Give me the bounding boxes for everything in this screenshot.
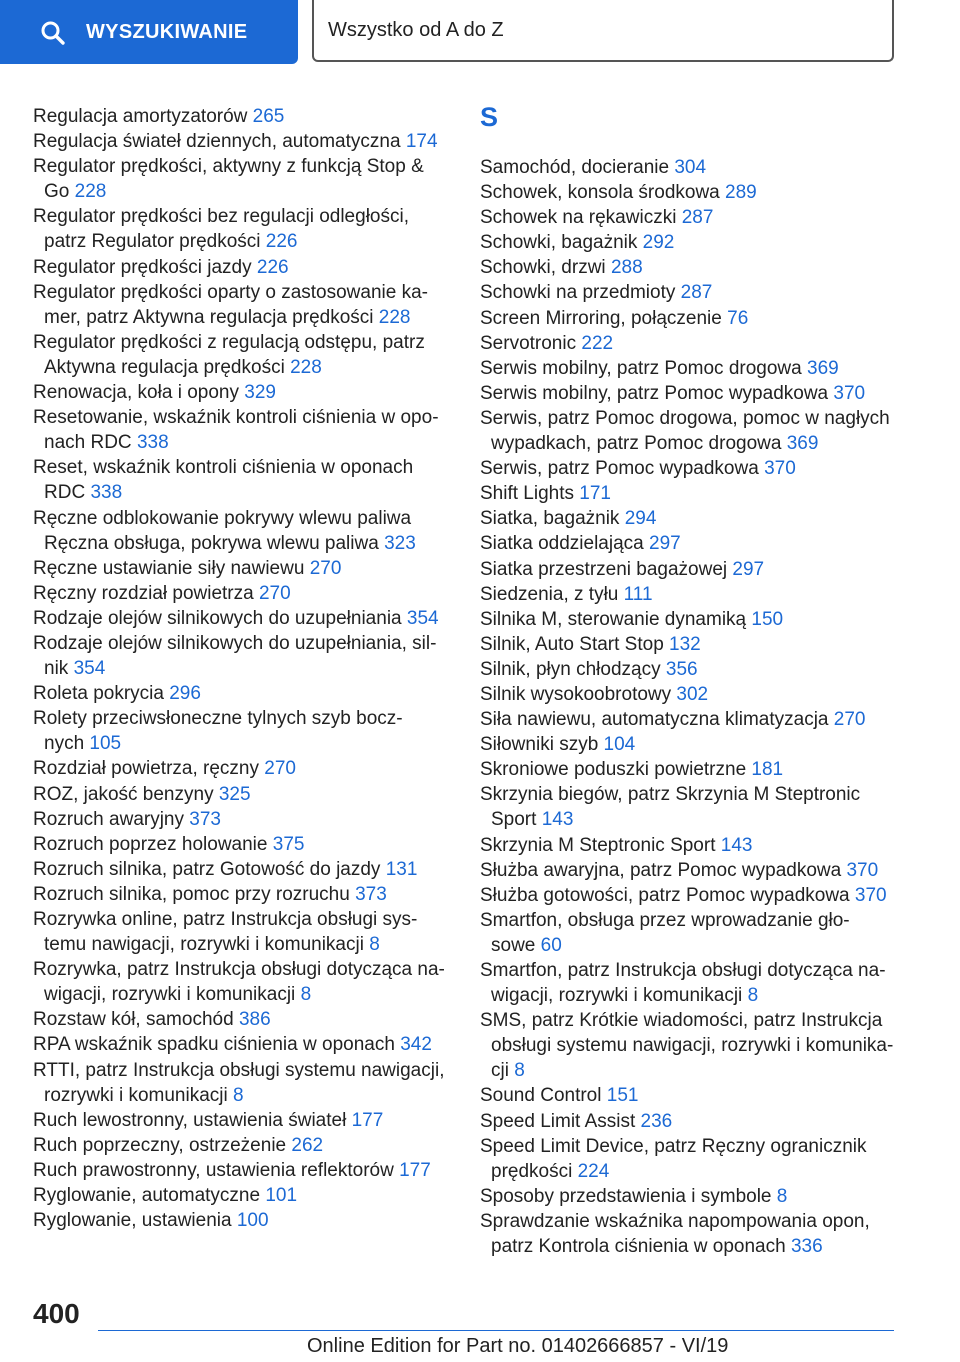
index-entry [480,456,910,481]
search-button-label: WYSZUKIWANIE [86,21,248,43]
index-entry-text: wigacji, rozrywki i komunikacji [491,985,743,1007]
page-reference-link[interactable]: 287 [681,207,714,229]
index-entry [33,1158,453,1183]
index-entry [480,908,910,958]
page-reference-link[interactable]: 177 [399,1159,431,1181]
index-entry-text: Ręczna obsługa, pokrywa wlewu paliwa [44,532,379,554]
index-entry [33,104,453,129]
page-reference-link[interactable]: 222 [581,332,614,354]
page-reference-link[interactable]: 342 [400,1034,432,1056]
index-entry [480,682,910,707]
index-entry [33,455,453,505]
index-entry [33,782,453,807]
index-entry [480,1109,910,1134]
index-entry-text: Służba awaryjna, patrz Pomoc wypadkowa [480,859,842,881]
index-entry [480,155,910,180]
index-entry-text: Sprawdzanie wskaźnika napompowania opon, [480,1210,870,1232]
index-entry [33,1208,453,1233]
index-entry-text: Rozruch silnika, patrz Gotowość do jazdy [33,858,381,880]
page-reference-link[interactable]: 336 [790,1236,823,1258]
page-reference-link[interactable]: 228 [74,181,107,203]
index-entry [480,1209,910,1259]
page-reference-link[interactable]: 226 [265,231,298,253]
index-entry-text: Go [44,181,70,203]
index-entry-text: Samochód, docieranie [480,157,670,178]
search-icon [40,20,66,46]
page-reference-link[interactable]: 101 [265,1185,298,1207]
page-reference-link[interactable]: 356 [665,658,698,680]
index-entry [480,306,910,331]
index-entry [33,606,453,631]
search-button[interactable] [0,0,298,64]
index-entry-text: RTTI, patrz Instrukcja obsługi systemu nawigacji, [33,1059,445,1081]
page-reference-link[interactable]: 8 [776,1185,788,1207]
index-entry-text: Schowki na przedmioty [480,282,676,304]
index-column-right [480,104,910,1259]
index-entry-text: Siatka oddzielająca [480,533,644,555]
index-entry-text: Ręczny rozdział powietrza [33,582,254,604]
index-entry [480,883,910,908]
index-entry [480,1184,910,1209]
index-entry-text: Regulator prędkości z regulacją odstępu, patrz [33,331,425,353]
page-reference-link[interactable]: 226 [256,256,289,278]
index-entry-text: Regulator prędkości bez regulacji odległości, [33,206,409,228]
index-entry-text: wigacji, rozrywki i komunikacji [44,984,296,1006]
index-entry-text: Regulator prędkości, aktywny z funkcją Stop & [33,156,424,178]
index-entry [480,757,910,782]
page-reference-link[interactable]: 370 [764,458,796,480]
page-reference-link[interactable]: 228 [290,356,322,378]
page-reference-link[interactable]: 287 [680,282,713,304]
index-entry [480,481,910,506]
page-reference-link[interactable]: 386 [238,1009,271,1031]
index-entry-text: rozrywki i komunikacji [44,1084,228,1106]
index-entry [33,1133,453,1158]
index-entry [480,381,910,406]
index-entry [33,129,453,154]
page-reference-link[interactable]: 373 [189,808,221,830]
index-entry-text: Serwis mobilny, patrz Pomoc drogowa [480,357,802,379]
index-entry-text: Skrzynia M Steptronic Sport [480,834,716,856]
index-entry-text: Ruch poprzeczny, ostrzeżenie [33,1134,287,1156]
index-entry-text: Rozruch awaryjny [33,808,184,830]
index-entry-text: Reset, wskaźnik kontroli ciśnienia w oponach [33,457,414,479]
index-entry-text: Skrzynia biegów, patrz Skrzynia M Steptronic [480,784,861,806]
page-reference-link[interactable]: 354 [73,658,106,680]
page-reference-link[interactable]: 143 [720,834,753,856]
index-entry-text: Regulator prędkości oparty o zastosowanie ka‐ [33,281,428,303]
page-reference-link[interactable]: 100 [236,1210,269,1232]
index-entry-text: Silnik wysokoobrotowy [480,683,672,705]
index-entry [480,506,910,531]
index-entry-text: Siła nawiewu, automatyczna klimatyzacja [480,709,829,731]
index-entry-text: prędkości [491,1160,573,1182]
page-reference-link[interactable]: 224 [577,1160,610,1182]
index-entry [480,1008,910,1083]
index-entry-text: nych [44,733,85,755]
index-entry-text: Sound Control [480,1085,602,1107]
index-entry [33,631,453,681]
index-entry [480,858,910,883]
page-reference-link[interactable]: 177 [351,1109,384,1131]
page-reference-link[interactable]: 292 [642,232,675,254]
page-reference-link[interactable]: 60 [540,934,562,956]
index-entry [480,1134,910,1184]
index-entry-text: Rolety przeciwsłoneczne tylnych szyb bocz‐ [33,708,403,730]
index-entry-text: Schowek na rękawiczki [480,207,677,229]
tab-a-to-z[interactable] [312,0,894,62]
page-reference-link[interactable]: 265 [252,106,285,127]
index-entry [480,782,910,832]
index-entry-text: nach RDC [44,432,132,454]
index-entry-text: temu nawigacji, rozrywki i komunikacji [44,934,364,956]
index-entry [480,280,910,305]
page-reference-link[interactable]: 297 [732,558,765,580]
index-entry [33,832,453,857]
index-entry-text: Speed Limit Device, patrz Ręczny ogranicznik [480,1135,867,1157]
page-reference-link[interactable]: 370 [833,382,866,404]
page-reference-link[interactable]: 370 [846,859,879,881]
index-entry-text: SMS, patrz Krótkie wiadomości, patrz Instrukcja [480,1010,883,1032]
page-number: 400 [33,1298,80,1329]
page-reference-link[interactable]: 325 [218,783,251,805]
page-reference-link[interactable]: 294 [624,508,657,530]
index-entry-text: Rozruch silnika, pomoc przy rozruchu [33,883,350,905]
page-reference-link[interactable]: 338 [136,432,169,454]
index-entry-text: Silnik, płyn chłodzący [480,658,661,680]
index-entry-text: Resetowanie, wskaźnik kontroli ciśnienia w opo‐ [33,407,439,429]
index-entry [33,556,453,581]
index-entry [480,582,910,607]
index-entry-text: Smartfon, obsługa przez wprowadzanie gło‐ [480,909,850,931]
index-entry [33,204,453,254]
index-entry [480,406,910,456]
index-entry [480,607,910,632]
page-reference-link[interactable]: 143 [541,809,574,831]
page-reference-link[interactable]: 131 [385,858,418,880]
page-reference-link[interactable]: 369 [807,357,839,379]
index-entry-text: Rozrywka, patrz Instrukcja obsługi dotycząca na‐ [33,959,445,981]
index-entry-text: nik [44,658,69,680]
index-entry [33,154,453,204]
index-entry-text: obsługi systemu nawigacji, rozrywki i komunika‐ [491,1035,894,1057]
index-entry [480,205,910,230]
index-entry-text: Sport [491,809,537,831]
page-reference-link[interactable]: 369 [786,433,819,455]
index-entry-text: Regulator prędkości jazdy [33,256,252,278]
index-entry-text: Serwis mobilny, patrz Pomoc wypadkowa [480,382,829,404]
page-reference-link[interactable]: 150 [751,608,784,630]
index-entry [480,356,910,381]
index-entry [480,180,910,205]
page-reference-link[interactable]: 174 [405,131,438,153]
index-entry-text: Silnika M, sterowanie dynamiką [480,608,747,630]
page-reference-link[interactable]: 8 [232,1084,244,1106]
index-entry [33,907,453,957]
index-entry [480,833,910,858]
page-reference-link[interactable]: 151 [606,1085,639,1107]
index-entry-text: Shift Lights [480,483,574,505]
index-entry [33,1032,453,1057]
index-entry-text: patrz Kontrola ciśnienia w oponach [491,1236,786,1258]
index-entry [480,230,910,255]
index-entry [33,506,453,556]
page-reference-link[interactable]: 132 [669,633,701,655]
page-reference-link[interactable]: 228 [378,306,411,328]
page-reference-link[interactable]: 304 [674,157,707,178]
index-entry [480,557,910,582]
index-entry-text: Roleta pokrycia [33,683,164,705]
page-reference-link[interactable]: 375 [272,833,305,855]
index-list-right [480,155,910,1259]
index-entry [33,280,453,330]
page-reference-link[interactable]: 302 [676,683,709,705]
index-entry [480,707,910,732]
index-entry-text: Ryglowanie, ustawienia [33,1210,232,1232]
index-entry-text: Servotronic [480,332,577,354]
index-entry-text: Speed Limit Assist [480,1110,636,1132]
edition-footer: Online Edition for Part no. 01402666857 - VI/19 [307,1335,729,1357]
index-entry-text: patrz Regulator prędkości [44,231,261,253]
page-reference-link[interactable]: 104 [603,734,636,756]
index-entry [33,681,453,706]
index-entry-text: Ruch lewostronny, ustawienia świateł [33,1109,347,1131]
index-entry [33,380,453,405]
index-entry [480,632,910,657]
index-entry [480,531,910,556]
index-entry-text: Rozdział powietrza, ręczny [33,758,259,780]
index-entry [480,331,910,356]
page-reference-link[interactable]: 8 [747,985,759,1007]
index-entry-text: RDC [44,482,86,504]
index-entry-text: sowe [491,934,536,956]
index-entry-text: Ryglowanie, automatyczne [33,1185,261,1207]
index-entry-text: Siedzenia, z tyłu [480,583,619,605]
index-entry-text: Służba gotowości, patrz Pomoc wypadkowa [480,884,850,906]
page-reference-link[interactable]: 270 [258,582,291,604]
index-entry-text: mer, patrz Aktywna regulacja prędkości [44,306,374,328]
footer-divider [98,1330,894,1331]
page-reference-link[interactable]: 370 [854,884,887,906]
index-entry [480,1083,910,1108]
page-reference-link[interactable]: 373 [355,883,387,905]
page-reference-link[interactable]: 329 [244,382,276,404]
index-entry [480,732,910,757]
index-entry-text: Serwis, patrz Pomoc wypadkowa [480,458,759,480]
section-letter: S [480,102,499,132]
index-entry-text: Screen Mirroring, połączenie [480,307,722,329]
index-entry-text: Ręczne ustawianie siły nawiewu [33,557,305,579]
index-entry-text: Rozruch poprzez holowanie [33,833,268,855]
index-entry-text: Ręczne odblokowanie pokrywy wlewu paliwa [33,507,412,529]
index-entry-text: Schowki, drzwi [480,257,606,279]
index-entry-text: Regulacja amortyzatorów [33,106,248,127]
page-reference-link[interactable]: 76 [727,307,749,329]
page-reference-link[interactable]: 297 [649,533,681,555]
page-reference-link[interactable]: 323 [384,532,416,554]
index-entry [480,255,910,280]
index-entry [33,330,453,380]
page-reference-link[interactable]: 181 [751,759,784,781]
index-entry-text: Silnik, Auto Start Stop [480,633,664,655]
top-navigation [0,0,960,66]
index-entry-text: RPA wskaźnik spadku ciśnienia w oponach [33,1034,395,1056]
page-reference-link[interactable]: 338 [90,482,123,504]
index-entry [33,1058,453,1108]
page-reference-link[interactable]: 354 [406,607,439,629]
index-entry-text: Ruch prawostronny, ustawienia reflektorów [33,1159,394,1181]
page-reference-link[interactable]: 289 [725,182,757,204]
index-column-left [33,104,453,1233]
page-reference-link[interactable]: 270 [309,557,342,579]
index-entry-text: Siłowniki szyb [480,734,599,756]
index-entry-text: Rozrywka online, patrz Instrukcja obsługi sys‐ [33,909,418,930]
index-entry-text: cji [491,1060,509,1082]
index-entry-text: Skroniowe poduszki powietrzne [480,759,747,781]
page-reference-link[interactable]: 111 [623,583,653,605]
index-entry-text: Siatka, bagażnik [480,508,620,530]
index-entry [33,857,453,882]
page-reference-link[interactable]: 8 [369,934,380,956]
index-entry-text: Schowki, bagażnik [480,232,638,254]
page-reference-link[interactable]: 171 [579,483,611,505]
page-reference-link[interactable]: 8 [514,1060,525,1082]
index-entry-text: wypadkach, patrz Pomoc drogowa [491,433,782,455]
index-entry [33,706,453,756]
index-entry [33,581,453,606]
index-entry-text: Renowacja, koła i opony [33,382,239,404]
index-entry-text: Serwis, patrz Pomoc drogowa, pomoc w nagłych [480,407,890,429]
page-reference-link[interactable]: 262 [291,1134,324,1156]
page-reference-link[interactable]: 270 [264,758,296,780]
index-entry [33,255,453,280]
index-entry [33,405,453,455]
index-entry [33,957,453,1007]
index-entry-text: Siatka przestrzeni bagażowej [480,558,728,580]
index-entry-text: Sposoby przedstawienia i symbole [480,1185,772,1207]
tab-a-to-z-label: Wszystko od A do Z [328,19,504,41]
index-entry [33,1108,453,1133]
page-reference-link[interactable]: 270 [833,709,866,731]
index-entry-text: Aktywna regulacja prędkości [44,356,285,378]
index-entry [33,882,453,907]
index-entry-text: Rodzaje olejów silnikowych do uzupełniania [33,607,402,629]
index-entry [33,1183,453,1208]
page-reference-link[interactable]: 288 [610,257,643,279]
index-entry [33,1007,453,1032]
page-reference-link[interactable]: 236 [640,1110,673,1132]
index-entry-text: Regulacja świateł dziennych, automatyczna [33,131,401,153]
page-reference-link[interactable]: 8 [300,984,312,1006]
index-entry [33,756,453,781]
index-entry-text: ROZ, jakość benzyny [33,783,214,805]
index-entry-text: Rodzaje olejów silnikowych do uzupełniania, sil‐ [33,632,437,654]
page-reference-link[interactable]: 105 [89,733,122,755]
index-entry [480,958,910,1008]
index-entry [480,657,910,682]
index-entry-text: Smartfon, patrz Instrukcja obsługi dotycząca na‐ [480,960,886,981]
index-entry-text: Rozstaw kół, samochód [33,1009,234,1031]
index-entry-text: Schowek, konsola środkowa [480,182,720,204]
page-reference-link[interactable]: 296 [169,683,201,705]
index-entry [33,807,453,832]
